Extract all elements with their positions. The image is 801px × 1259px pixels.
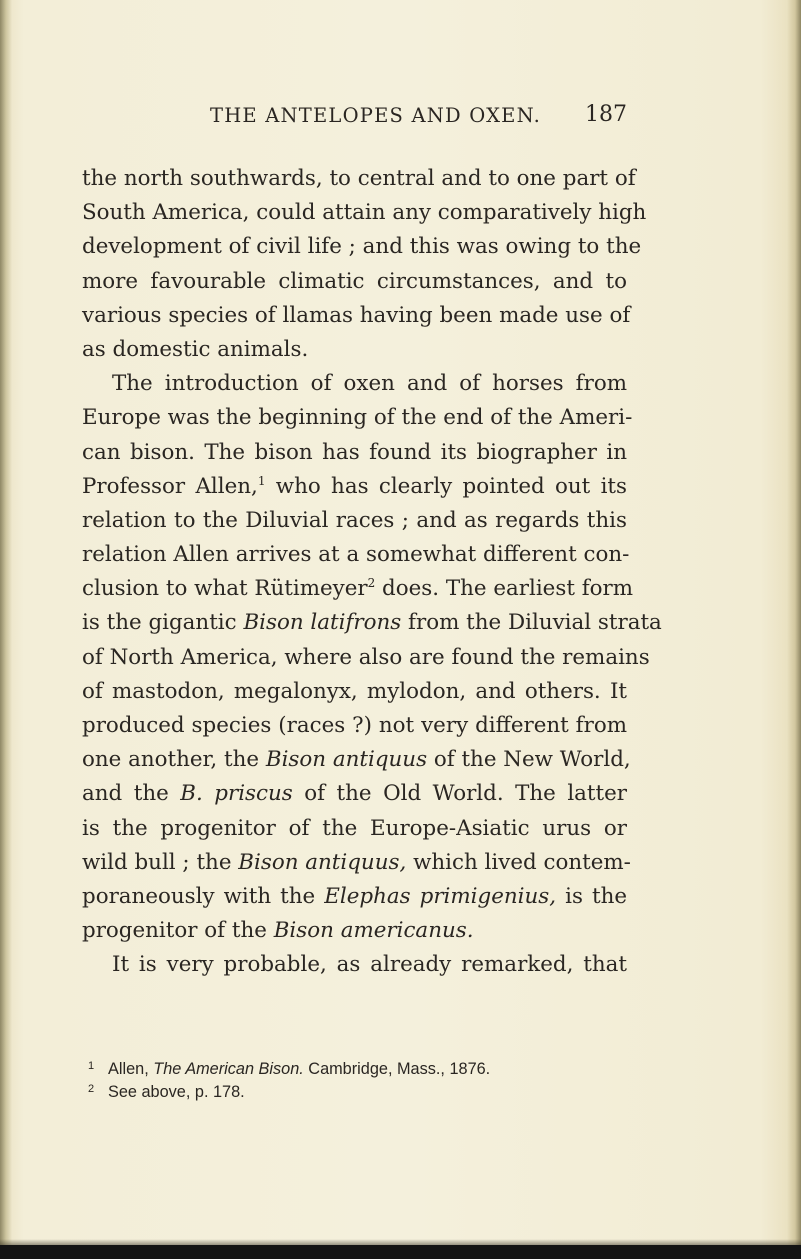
book-title: The American Bison.: [153, 1060, 304, 1078]
text-line: Europe was the beginning of the end of the Ameri-: [82, 405, 633, 431]
footnote: [82, 1081, 627, 1104]
text-line: can bison. The bison has found its biographer in: [82, 439, 627, 465]
text-line: of mastodon, megalonyx, mylodon, and others. It: [82, 678, 627, 704]
text-line: [82, 914, 627, 948]
text-run: clusion to what Rütimeyer: [82, 576, 368, 602]
text-run: poraneously with the: [82, 883, 325, 909]
text-run: Professor Allen,: [82, 473, 258, 499]
text-run: does. The earliest form: [375, 576, 634, 602]
text-run: of the Old World. The latter: [292, 781, 628, 807]
footnote-text: Allen,: [108, 1060, 154, 1078]
species-name: B. priscus: [180, 781, 293, 807]
text-line: [82, 572, 634, 606]
species-name: Elephas primigenius,: [324, 883, 557, 909]
text-line: relation Allen arrives at a somewhat different con-: [82, 542, 630, 568]
text-line: [82, 880, 627, 914]
footnotes: [82, 1058, 627, 1104]
text-line: The introduction of oxen and of horses from: [112, 371, 627, 397]
text-line: as domestic animals.: [82, 336, 309, 362]
species-name: Bison antiquus: [265, 747, 428, 773]
species-name: Bison antiquus,: [238, 849, 407, 875]
text-run: is the gigantic: [82, 610, 244, 636]
footnote-mark: 2: [88, 1083, 95, 1095]
species-name: Bison americanus.: [273, 918, 474, 944]
text-run: of the New World,: [427, 747, 631, 773]
species-name: Bison latifrons: [243, 610, 402, 636]
text-line: [82, 777, 627, 811]
text-line: various species of llamas having been made use of: [82, 302, 631, 328]
text-line: South America, could attain any comparatively high: [82, 200, 647, 226]
text-line: the north southwards, to central and to one part of: [82, 166, 636, 191]
text-run: wild bull ; the: [82, 849, 239, 875]
text-run: progenitor of the: [82, 918, 274, 944]
text-run: which lived contem-: [406, 849, 631, 875]
text-line: [82, 470, 627, 504]
body-text: [82, 162, 662, 983]
page-right-edge: [787, 0, 801, 1259]
text-line: [82, 606, 662, 640]
text-run: from the Diluvial strata: [401, 610, 662, 636]
scan-bottom-edge: [0, 1245, 801, 1259]
footnote-mark: 1: [88, 1060, 95, 1072]
text-run: is the: [556, 883, 628, 909]
text-line: It is very probable, as already remarked, that: [112, 952, 627, 978]
text-run: and the: [82, 781, 181, 807]
text-line: [82, 743, 631, 777]
text-line: relation to the Diluvial races ; and as regards this: [82, 507, 627, 533]
footnote: [82, 1058, 627, 1081]
text-line: of North America, where also are found the remains: [82, 644, 650, 670]
footnote-ref: 2: [367, 576, 376, 591]
footnote-text: See above, p. 178.: [108, 1083, 245, 1101]
text-line: is the progenitor of the Europe-Asiatic urus or: [82, 815, 627, 841]
text-run: who has clearly pointed out its: [265, 473, 627, 499]
text-line: more favourable climatic circumstances, and to: [82, 268, 627, 294]
text-line: development of civil life ; and this was owing to the: [82, 234, 642, 260]
footnote-text: Cambridge, Mass., 1876.: [303, 1060, 491, 1078]
page-number: 187: [585, 102, 627, 127]
text-run: one another, the: [82, 747, 266, 773]
text-line: produced species (races ?) not very different from: [82, 713, 627, 738]
text-line: [82, 846, 631, 880]
running-head: THE ANTELOPES AND OXEN.: [210, 104, 542, 127]
page-left-edge: [0, 0, 12, 1259]
footnote-ref: 1: [257, 473, 266, 488]
page-header: [82, 104, 627, 134]
